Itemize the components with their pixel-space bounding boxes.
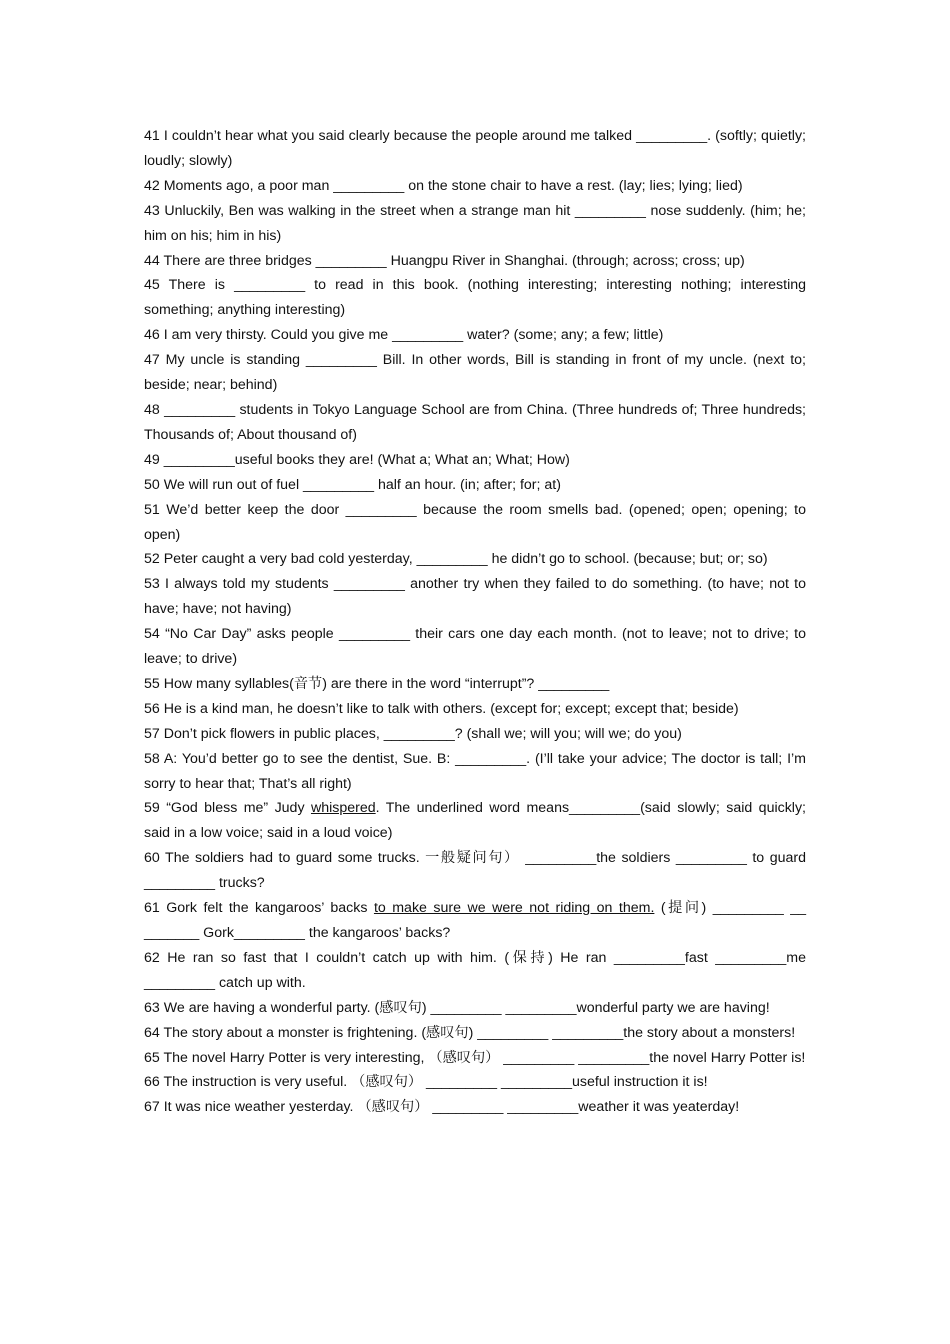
question-46 <box>144 323 806 348</box>
question-41 <box>144 124 806 174</box>
question-text: 65 The novel Harry Potter is very interesting, （感叹句） _________ _________the novel Harry Potter is! <box>144 1049 806 1066</box>
question-49 <box>144 448 806 473</box>
question-text: 44 There are three bridges _________ Huangpu River in Shanghai. (through; across; cross; up) <box>144 252 745 269</box>
question-text: 47 My uncle is standing _________ Bill. In other words, Bill is standing in front of my uncle. (next to; beside; near; behind) <box>144 352 806 394</box>
question-65 <box>144 1046 806 1071</box>
question-53 <box>144 572 806 622</box>
question-text: 66 The instruction is very useful. （感叹句） _________ _________useful instruction it is! <box>144 1074 708 1091</box>
question-text: 51 We’d better keep the door _________ because the room smells bad. (opened; open; opening; to open) <box>144 501 806 543</box>
question-text: (提问) _________ __ _______ Gork_________ the kangaroos’ backs? <box>144 900 806 941</box>
question-58 <box>144 747 806 797</box>
question-text: 67 It was nice weather yesterday. （感叹句） _________ _________weather it was yeaterday! <box>144 1099 740 1116</box>
question-text: 60 The soldiers had to guard some trucks. 一般疑问句） _________the soldiers _________ to guard _________ trucks? <box>144 850 806 892</box>
question-52 <box>144 547 806 572</box>
question-text: 50 We will run out of fuel _________ half an hour. (in; after; for; at) <box>144 476 561 493</box>
question-62 <box>144 946 806 996</box>
question-text: 59 “God bless me” Judy <box>144 800 311 817</box>
question-text: 58 A: You’d better go to see the dentist, Sue. B: _________. (I’ll take your advice; The doctor is tall; I’m sorry to hear that; That’s all right) <box>144 750 806 792</box>
question-text: 64 The story about a monster is frightening. (感叹句) _________ _________the story about a monsters! <box>144 1024 796 1041</box>
question-55 <box>144 672 806 697</box>
question-59 <box>144 796 806 846</box>
underlined-phrase: to make sure we were not riding on them. <box>373 900 655 917</box>
question-60 <box>144 846 806 896</box>
question-text: 41 I couldn’t hear what you said clearly because the people around me talked _________. (softly; quietly; loudly; slowly) <box>144 128 806 169</box>
question-text: 45 There is _________ to read in this book. (nothing interesting; interesting nothing; interesting something; anything interesting) <box>144 277 806 319</box>
question-text: . The underlined word means_________(said slowly; said quickly; said in a low voice; said in a loud voice) <box>144 800 806 842</box>
question-text: 57 Don’t pick flowers in public places, _________? (shall we; will you; will we; do you) <box>144 725 682 742</box>
question-text: 55 How many syllables(音节) are there in the word “interrupt”? _________ <box>144 675 610 692</box>
question-text: 53 I always told my students _________ another try when they failed to do something. (to have; not to have; have; not having) <box>144 576 806 618</box>
document-page <box>144 124 806 1120</box>
question-text: 54 “No Car Day” asks people _________ their cars one day each month. (not to leave; not to drive; to leave; to drive) <box>144 626 806 668</box>
question-56 <box>144 697 806 722</box>
question-44 <box>144 249 806 274</box>
question-50 <box>144 473 806 498</box>
question-text: 63 We are having a wonderful party. (感叹句) _________ _________wonderful party we are having! <box>144 999 770 1016</box>
question-47 <box>144 348 806 398</box>
question-45 <box>144 273 806 323</box>
question-43 <box>144 199 806 249</box>
underlined-word: whispered <box>310 800 376 817</box>
question-63 <box>144 996 806 1021</box>
question-text: 42 Moments ago, a poor man _________ on the stone chair to have a rest. (lay; lies; lying; lied) <box>144 177 743 194</box>
question-54 <box>144 622 806 672</box>
question-text: 43 Unluckily, Ben was walking in the street when a strange man hit _________ nose suddenly. (him; he; him on his; him in his) <box>144 202 806 244</box>
question-text: 62 He ran so fast that I couldn’t catch up with him. (保持) He ran _________fast _________me _________ catch up with. <box>144 949 806 991</box>
question-text: 52 Peter caught a very bad cold yesterday, _________ he didn’t go to school. (because; but; or; so) <box>144 551 768 568</box>
question-text: 46 I am very thirsty. Could you give me _________ water? (some; any; a few; little) <box>144 327 664 344</box>
question-42 <box>144 174 806 199</box>
question-text: 48 _________ students in Tokyo Language School are from China. (Three hundreds of; Three hundreds; Thousands of; About thousand of) <box>144 401 806 443</box>
question-57 <box>144 722 806 747</box>
question-67 <box>144 1095 806 1120</box>
question-48 <box>144 398 806 448</box>
question-64 <box>144 1021 806 1046</box>
question-66 <box>144 1070 806 1095</box>
question-text: 61 Gork felt the kangaroos’ backs <box>144 900 374 917</box>
question-51 <box>144 498 806 548</box>
question-text: 56 He is a kind man, he doesn’t like to talk with others. (except for; except; except that; beside) <box>144 700 739 717</box>
question-text: 49 _________useful books they are! (What a; What an; What; How) <box>144 451 570 468</box>
question-61 <box>144 896 806 946</box>
